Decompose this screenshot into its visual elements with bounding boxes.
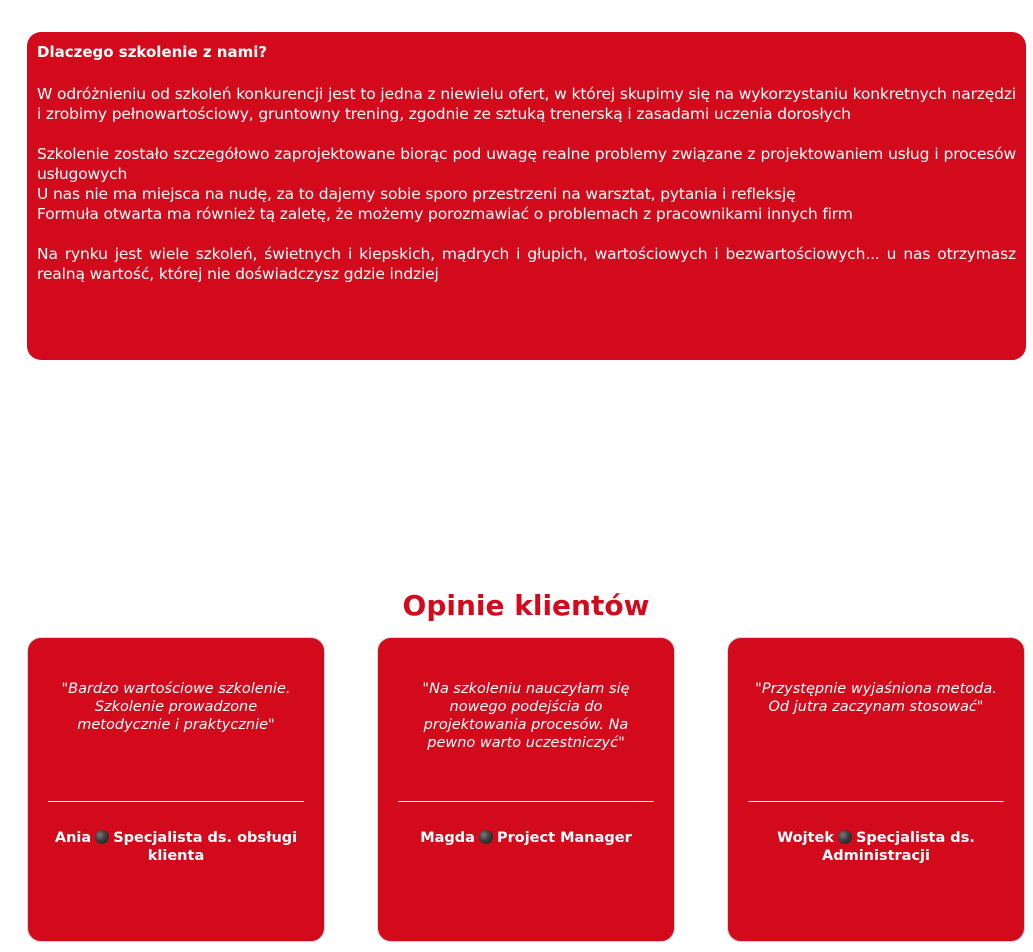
testimonial-card	[727, 637, 1025, 942]
testimonial-author	[742, 829, 1010, 865]
testimonial-quote: "Przystępnie wyjaśniona metoda. Od jutra zaczynam stosować"	[755, 681, 997, 715]
author-role: Specjalista ds. obsługi klienta	[113, 830, 298, 864]
author-role: Project Manager	[496, 830, 632, 846]
author-name: Ania	[54, 830, 92, 846]
author-name: Magda	[420, 830, 475, 846]
author-name: Wojtek	[777, 830, 834, 846]
testimonial-quote: "Bardzo wartościowe szkolenie. Szkolenie prowadzone metodycznie i praktycznie"	[61, 681, 291, 733]
why-us-box	[27, 32, 1026, 360]
testimonials-title: Opinie klientów	[402, 589, 650, 622]
dot-icon	[95, 830, 109, 844]
author-role: Specjalista ds. Administracji	[821, 830, 975, 864]
testimonial-author	[42, 829, 310, 865]
why-us-paragraph: Formuła otwarta ma również tą zaletę, że możemy porozmawiać o problemach z pracownikami innych firm	[37, 205, 853, 223]
dot-icon	[479, 830, 493, 844]
why-us-paragraph: Szkolenie zostało szczegółowo zaprojektowane biorąc pod uwagę realne problemy związane z projektowaniem usług i procesów usługowych	[37, 145, 1016, 183]
why-us-paragraph: Na rynku jest wiele szkoleń, świetnych i kiepskich, mądrych i głupich, wartościowych i bezwartościowych... u nas otrzymasz realną wartość, której nie doświadczysz gdzie indziej	[37, 245, 1016, 283]
divider	[48, 801, 304, 802]
testimonial-card	[27, 637, 325, 942]
divider	[748, 801, 1004, 802]
testimonial-author	[392, 829, 660, 847]
why-us-paragraph: U nas nie ma miejsca na nudę, za to dajemy sobie sporo przestrzeni na warsztat, pytania i refleksję	[37, 185, 796, 203]
testimonial-card	[377, 637, 675, 942]
why-us-title: Dlaczego szkolenie z nami?	[37, 43, 268, 61]
why-us-paragraph: W odróżnieniu od szkoleń konkurencji jest to jedna z niewielu ofert, w której skupimy się na wykorzystaniu konkretnych narzędzi i zrobimy pełnowartościowy, gruntowny trening, zgodnie ze sztuką trenerską i zasadami uczenia dorosłych	[37, 85, 1016, 123]
dot-icon	[838, 830, 852, 844]
divider	[398, 801, 654, 802]
testimonial-quote: "Na szkoleniu nauczyłam się nowego podejścia do projektowania procesów. Na pewno warto uczestniczyć"	[422, 681, 630, 751]
